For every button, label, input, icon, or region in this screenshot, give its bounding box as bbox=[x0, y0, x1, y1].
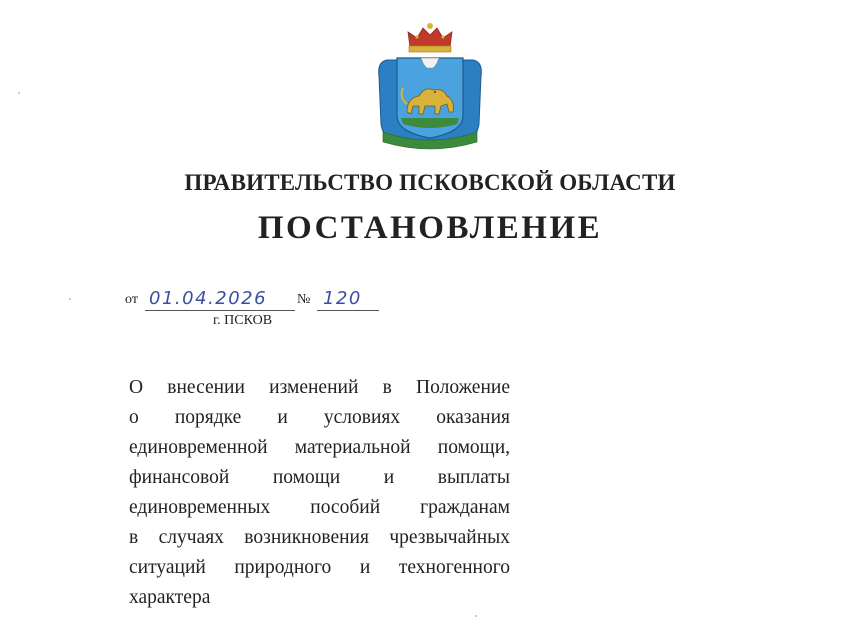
document-type: ПОСТАНОВЛЕНИЕ bbox=[257, 210, 603, 246]
date-label: от bbox=[125, 292, 138, 307]
subject-line: характера bbox=[129, 587, 211, 608]
scan-speck bbox=[69, 298, 71, 300]
subject-line: ситуаций природного и техногенного bbox=[129, 557, 510, 578]
city-label: г. ПСКОВ bbox=[213, 313, 273, 328]
crown-icon bbox=[408, 23, 452, 52]
coat-of-arms-icon bbox=[373, 20, 487, 152]
government-title: ПРАВИТЕЛЬСТВО ПСКОВСКОЙ ОБЛАСТИ bbox=[184, 170, 676, 195]
subject-line: финансовой помощи и выплаты bbox=[129, 467, 510, 488]
subject-line: в случаях возникновения чрезвычайных bbox=[129, 527, 510, 548]
scan-speck bbox=[18, 92, 20, 94]
subject-line: о порядке и условиях оказания bbox=[129, 407, 510, 428]
subject-line: единовременной материальной помощи, bbox=[129, 437, 510, 458]
date-value: 01.04.2026 bbox=[149, 288, 268, 309]
document-subject bbox=[129, 373, 510, 613]
scan-speck bbox=[475, 615, 477, 617]
number-value: 120 bbox=[323, 288, 362, 309]
number-label: № bbox=[297, 292, 311, 307]
number-underline bbox=[317, 310, 379, 311]
subject-line: О внесении изменений в Положение bbox=[129, 377, 510, 398]
registration-line bbox=[125, 289, 425, 315]
subject-line: единовременных пособий гражданам bbox=[129, 497, 510, 518]
date-underline bbox=[145, 310, 295, 311]
